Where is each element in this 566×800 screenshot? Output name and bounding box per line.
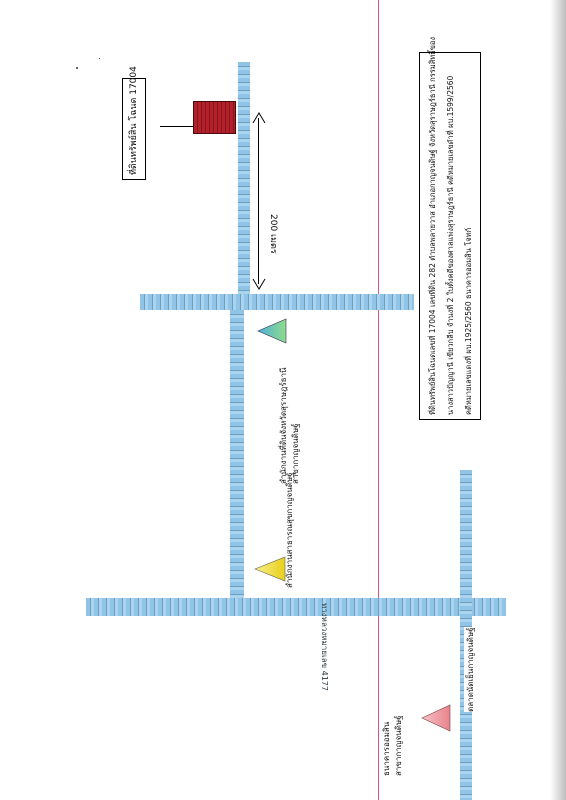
info-line-2: นางสาวปัญญานี เขียวกลีบ จำนงที่ 2 ใบตั้งคดีของศาลแพ่งสุราษฎร์ธานี คดีหมายเลขดำที่ ผบ.1599/2560 <box>446 75 455 415</box>
distance-label: 200 เมตร <box>268 214 278 254</box>
landmark-bank <box>381 680 413 780</box>
road-middle-lane <box>230 310 244 599</box>
page-margin-line <box>378 0 379 800</box>
landmark-land-office <box>278 366 306 486</box>
distance-arrow-line <box>258 118 259 284</box>
yellow-triangle-icon[interactable] <box>254 556 286 582</box>
pink-triangle-icon[interactable] <box>421 704 451 732</box>
landmark-public-health-label: สำนักงานสาธารณสุขกาญจนดิษฐ์ <box>285 472 294 588</box>
highway-label: ทางหลวงหมายเลข 4177 <box>320 603 329 691</box>
scan-edge-shadow <box>550 0 566 800</box>
info-line-3: คดีหมายเลขแดงที่ ผบ.1925/2560 ธนาคารออมสิน โจทก์ <box>464 227 473 415</box>
info-line-1: ที่ดินทรัพย์สินโฉนดเลขที่ 17004 เลขที่ดิน 282 ตำบลพลายวาส อำเภอกาญจนดิษฐ์ จังหวัดสุราษฎร์ธานี กรรมสิทธิ์ของ <box>428 36 437 415</box>
property-label-box <box>122 66 146 180</box>
landmark-market <box>462 627 476 720</box>
green-triangle-icon[interactable] <box>257 318 287 344</box>
property-label: ที่ดินทรัพย์สิน โฉนด 17004 <box>129 66 139 175</box>
arrow-down-icon <box>252 278 266 290</box>
scan-speck <box>76 67 78 69</box>
property-marker[interactable] <box>193 101 236 134</box>
landmark-land-office-label: สำนักงานที่ดินจังหวัดสุราษฎร์ธานี สาขากาญจนดิษฐ์ <box>279 367 300 484</box>
property-info-box <box>419 36 481 420</box>
landmark-public-health <box>283 470 297 590</box>
scan-speck <box>99 58 100 59</box>
property-pointer-line <box>160 126 194 127</box>
highway-4177 <box>86 598 506 616</box>
road-upper-cross <box>140 294 414 310</box>
arrow-up-icon <box>252 112 266 124</box>
landmark-bank-label: ธนาคารออมสิน สาขากาญจนดิษฐ์ <box>382 715 403 776</box>
landmark-market-label: ตลาดนัดเย็นกาญจนดิษฐ์ <box>466 627 475 712</box>
road-upper-lane <box>238 62 250 298</box>
